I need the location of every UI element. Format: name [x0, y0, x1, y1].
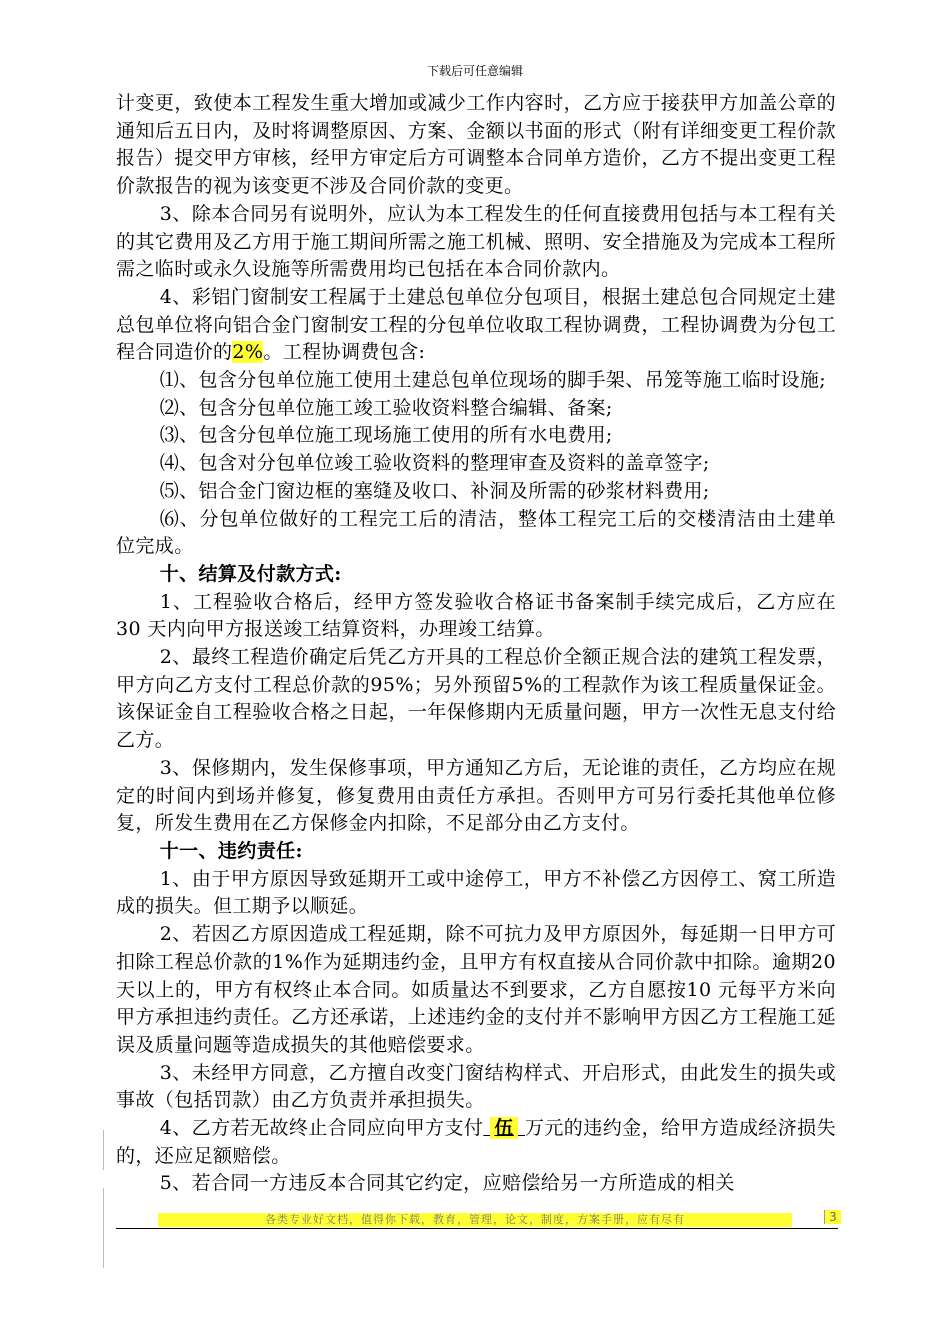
clause: 1、工程验收合格后，经甲方签发验收合格证书备案制手续完成后，乙方应在30 天内向甲方报送竣工结算资料，办理竣工结算。: [116, 590, 836, 641]
clause: 3、未经甲方同意，乙方擅自改变门窗结构样式、开启形式，由此发生的损失或事故（包括罚款）由乙方负责并承担损失。: [116, 1061, 836, 1112]
page-number: 3: [824, 1210, 841, 1224]
clause-text: 4、乙方若无故终止合同应向甲方支付: [159, 1117, 484, 1140]
document-body: [116, 90, 836, 1198]
margin-marker: [103, 1130, 104, 1170]
footer-text: 各类专业好文档，值得你下载，教育，管理，论文，制度，方案手册，应有尽有: [265, 1213, 685, 1226]
clause: 1、由于甲方原因导致延期开工或中途停工，甲方不补偿乙方因停工、窝工所造成的损失。但工期予以顺延。: [116, 867, 836, 918]
page-header: 下载后可任意编辑: [426, 64, 523, 78]
list-item: ⑷、包含对分包单位竣工验收资料的整理审查及资料的盖章签字;: [159, 452, 710, 475]
list-item: ⑹、分包单位做好的工程完工后的清洁，整体工程完工后的交楼清洁由土建单位完成。: [116, 507, 836, 558]
fill-in-value: 伍: [490, 1117, 517, 1139]
paragraph: 计变更，致使本工程发生重大增加或减少工作内容时，乙方应于接获甲方加盖公章的通知后五日内，及时将调整原因、方案、金额以书面的形式（附有详细变更工程价款报告）提交甲方审核，经甲方审定后方可调整本合同单方造价，乙方不提出变更工程价款报告的视为该变更不涉及合同价款的变更。: [116, 92, 836, 198]
footer-divider: [116, 1228, 838, 1229]
section-heading: 十、结算及付款方式:: [159, 562, 342, 585]
clause-4-text: 4、彩铝门窗制安工程属于土建总包单位分包项目，根据土建总包合同规定土建总包单位将向铝合金门窗制安工程的分包单位收取工程协调费，工程协调费为分包工程合同造价的: [116, 285, 836, 364]
list-item: ⑵、包含分包单位施工竣工验收资料整合编辑、备案;: [159, 396, 613, 419]
clause: 2、最终工程造价确定后凭乙方开具的工程总价全额正规合法的建筑工程发票，甲方向乙方支付工程总价款的95%；另外预留5%的工程款作为该工程质量保证金。该保证金自工程验收合格之日起，一年保修期内无质量问题，甲方一次性无息支付给乙方。: [116, 646, 836, 752]
clause: [116, 1115, 836, 1170]
footer-banner: [158, 1213, 792, 1227]
clause-4: [116, 284, 836, 367]
fill-in-blank: [483, 1117, 525, 1139]
clause: 2、若因乙方原因造成工程延期，除不可抗力及甲方原因外，每延期一日甲方可扣除工程总价款的1%作为延期违约金，且甲方有权直接从合同价款中扣除。逾期20天以上的，甲方有权终止本合同。如质量达不到要求，乙方自愿按10 元每平方米向甲方承担违约责任。乙方还承诺，上述违约金的支付并不影响甲方因乙方工程施工延误及质量问题等造成损失的其他赔偿要求。: [116, 923, 836, 1056]
clause: 3、保修期内，发生保修事项，甲方通知乙方后，无论谁的责任，乙方均应在规定的时间内到场并修复，修复费用由责任方承担。否则甲方可另行委托其他单位修复，所发生费用在乙方保修金内扣除，不足部分由乙方支付。: [116, 756, 836, 835]
list-item: ⑴、包含分包单位施工使用土建总包单位现场的脚手架、吊笼等施工临时设施;: [159, 369, 827, 392]
margin-marker: [103, 1188, 104, 1268]
clause-4-text-end: 。工程协调费包含:: [263, 341, 426, 364]
clause-text-end: 万元的违约金，给甲方造成经济损失的，还应足额赔偿。: [116, 1117, 836, 1167]
list-item: ⑸、铝合金门窗边框的塞缝及收口、补洞及所需的砂浆材料费用;: [159, 479, 710, 502]
clause-3: 3、除本合同另有说明外，应认为本工程发生的任何直接费用包括与本工程有关的其它费用及乙方用于施工期间所需之施工机械、照明、安全措施及为完成本工程所需之临时或永久设施等所需费用均已包括在本合同价款内。: [116, 202, 836, 281]
clause: 5、若合同一方违反本合同其它约定，应赔偿给另一方所造成的相关: [159, 1172, 735, 1195]
section-heading: 十一、违约责任:: [159, 839, 303, 862]
list-item: ⑶、包含分包单位施工现场施工使用的所有水电费用;: [159, 424, 613, 447]
highlighted-percentage: 2%: [232, 341, 264, 364]
